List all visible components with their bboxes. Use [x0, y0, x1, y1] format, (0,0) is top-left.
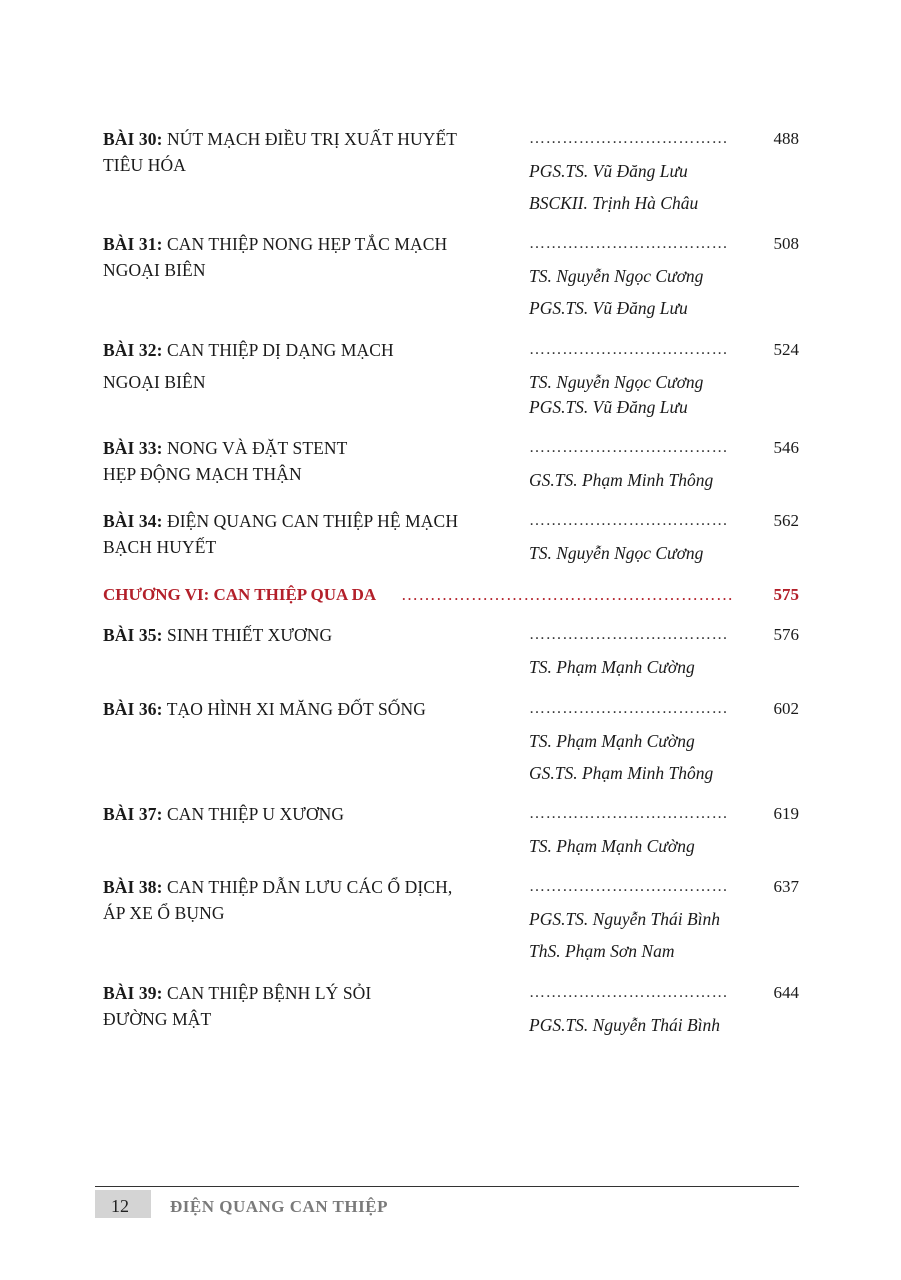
author: PGS.TS. Nguyễn Thái Bình — [529, 1015, 721, 1035]
chapter-leader-dots: ………………………………………………… — [401, 585, 734, 604]
entry-number: BÀI 31: — [103, 234, 163, 254]
entry-title-text: NÚT MẠCH ĐIỀU TRỊ XUẤT HUYẾT — [162, 129, 458, 149]
author: TS. Phạm Mạnh Cường — [529, 657, 695, 677]
page-number: 524 — [773, 340, 799, 359]
entry-title-text: TẠO HÌNH XI MĂNG ĐỐT SỐNG — [162, 699, 427, 719]
leader-dots: ……………………………… — [529, 512, 729, 529]
entry-title-text: CAN THIỆP DỊ DẠNG MẠCH — [162, 340, 394, 360]
chapter-page-number: 575 — [773, 585, 799, 604]
entry-title-line-2: ĐƯỜNG MẬT — [103, 1009, 212, 1029]
author: TS. Nguyễn Ngọc Cương — [529, 266, 704, 286]
entry-number: BÀI 35: — [103, 625, 163, 645]
leader-dots: ……………………………… — [529, 439, 729, 456]
entry-number: BÀI 30: — [103, 129, 163, 149]
entry-number: BÀI 39: — [103, 983, 163, 1003]
author: GS.TS. Phạm Minh Thông — [529, 470, 714, 490]
chapter-heading — [103, 585, 799, 605]
entry-title-line-1 — [103, 877, 452, 897]
page-number: 508 — [773, 234, 799, 253]
entry-title-line-2: BẠCH HUYẾT — [103, 537, 217, 557]
page-number: 488 — [773, 129, 799, 148]
entry-title-line-1 — [103, 804, 344, 824]
entry-title-line-1 — [103, 511, 458, 531]
author: PGS.TS. Vũ Đăng Lưu — [529, 397, 688, 417]
entry-number: BÀI 38: — [103, 877, 163, 897]
page-number: 602 — [773, 699, 799, 718]
page-number: 619 — [773, 804, 799, 823]
entry-number: BÀI 33: — [103, 438, 163, 458]
entry-title-line-1 — [103, 438, 347, 458]
entry-title-line-1 — [103, 625, 332, 645]
author: PGS.TS. Nguyễn Thái Bình — [529, 909, 721, 929]
leader-dots: ……………………………… — [529, 984, 729, 1001]
entry-title-text: CAN THIỆP NONG HẸP TẮC MẠCH — [162, 234, 448, 254]
leader-dots: ……………………………… — [529, 626, 729, 643]
leader-dots: ……………………………… — [529, 130, 729, 147]
footer-book-title: ĐIỆN QUANG CAN THIỆP — [170, 1197, 388, 1216]
author: TS. Phạm Mạnh Cường — [529, 731, 695, 751]
entry-title-text: CAN THIỆP DẪN LƯU CÁC Ổ DỊCH, — [162, 877, 453, 897]
entry-title-line-1 — [103, 699, 426, 719]
author: PGS.TS. Vũ Đăng Lưu — [529, 298, 688, 318]
entry-title-line-2: TIÊU HÓA — [103, 155, 186, 175]
entry-title-line-2: HẸP ĐỘNG MẠCH THẬN — [103, 464, 302, 484]
entry-title-line-1 — [103, 234, 447, 254]
entry-title-line-1 — [103, 340, 394, 360]
author: BSCKII. Trịnh Hà Châu — [529, 193, 699, 213]
leader-dots: ……………………………… — [529, 700, 729, 717]
entry-title-line-1 — [103, 129, 457, 149]
leader-dots: ……………………………… — [529, 805, 729, 822]
page-number: 576 — [773, 625, 799, 644]
entry-title-line-2: NGOẠI BIÊN — [103, 372, 206, 392]
entry-number: BÀI 37: — [103, 804, 163, 824]
leader-dots: ……………………………… — [529, 878, 729, 895]
entry-title-text: ĐIỆN QUANG CAN THIỆP HỆ MẠCH — [162, 511, 459, 531]
footer-divider — [95, 1186, 799, 1187]
entry-title-text: SINH THIẾT XƯƠNG — [162, 625, 333, 645]
chapter-title: CHƯƠNG VI: CAN THIỆP QUA DA — [103, 585, 377, 604]
entry-title-text: CAN THIỆP U XƯƠNG — [162, 804, 345, 824]
entry-title-line-2: NGOẠI BIÊN — [103, 260, 206, 280]
entry-title-text: CAN THIỆP BỆNH LÝ SỎI — [162, 983, 372, 1003]
page-number: 644 — [773, 983, 799, 1002]
entry-number: BÀI 34: — [103, 511, 163, 531]
page-number: 562 — [773, 511, 799, 530]
entry-number: BÀI 36: — [103, 699, 163, 719]
author: PGS.TS. Vũ Đăng Lưu — [529, 161, 688, 181]
entry-title-text: NONG VÀ ĐẶT STENT — [162, 438, 348, 458]
entry-title-line-2: ÁP XE Ổ BỤNG — [103, 903, 225, 923]
page-number: 637 — [773, 877, 799, 896]
author: TS. Nguyễn Ngọc Cương — [529, 372, 704, 392]
author: GS.TS. Phạm Minh Thông — [529, 763, 714, 783]
author: TS. Nguyễn Ngọc Cương — [529, 543, 704, 563]
author: ThS. Phạm Sơn Nam — [529, 941, 675, 961]
entry-number: BÀI 32: — [103, 340, 163, 360]
leader-dots: ……………………………… — [529, 235, 729, 252]
entry-title-line-1 — [103, 983, 371, 1003]
page-number: 546 — [773, 438, 799, 457]
author: TS. Phạm Mạnh Cường — [529, 836, 695, 856]
leader-dots: ……………………………… — [529, 341, 729, 358]
footer-page-number: 12 — [111, 1196, 129, 1216]
